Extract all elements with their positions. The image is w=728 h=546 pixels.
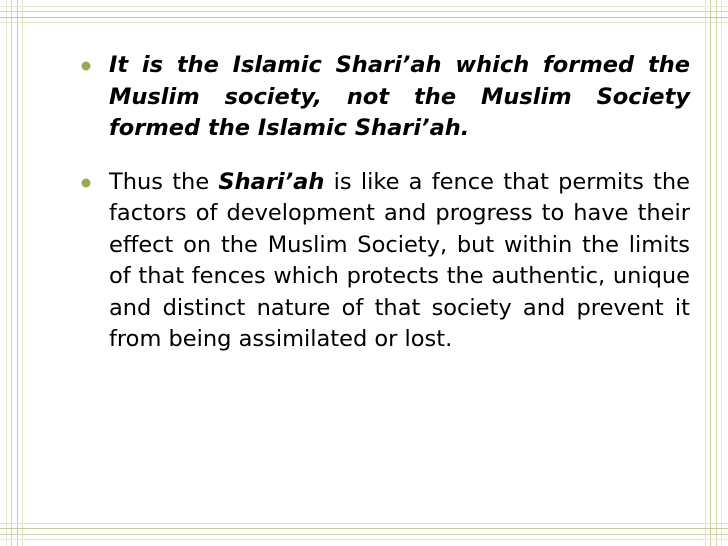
- border-line: [0, 17, 728, 18]
- border-line: [0, 534, 728, 535]
- border-line: [17, 0, 18, 546]
- top-border-decoration: [0, 0, 728, 28]
- border-line: [705, 0, 706, 546]
- border-line: [0, 6, 728, 7]
- bullet-item: [80, 50, 690, 145]
- border-line: [11, 0, 12, 546]
- border-line: [0, 11, 728, 12]
- bullet-item: [80, 167, 690, 356]
- left-border-decoration: [0, 0, 28, 546]
- border-line: [716, 0, 717, 546]
- bullet-text-end: is like a fence that permits the factors of development and progress to have their effect on the Muslim Society, but within the limits of that fences which protects the authentic, unique and distinct nature of that society and prevent it from being assimilated or lost.: [109, 168, 691, 352]
- border-line: [710, 0, 711, 546]
- right-border-decoration: [700, 0, 728, 546]
- bullet-text-start: Thus the: [109, 168, 219, 195]
- border-line: [0, 539, 728, 540]
- bullet-text: It is the Islamic Shari’ah which formed the Muslim society, not the Muslim Society formed the Islamic Shari’ah.: [109, 52, 690, 141]
- bottom-border-decoration: [0, 518, 728, 546]
- border-line: [721, 0, 722, 546]
- border-line: [22, 0, 23, 546]
- border-line: [0, 22, 728, 23]
- bullet-emphasis: Shari’ah: [218, 168, 325, 195]
- border-line: [0, 523, 728, 524]
- border-line: [0, 528, 728, 529]
- border-line: [6, 0, 7, 546]
- slide-content: [80, 50, 690, 356]
